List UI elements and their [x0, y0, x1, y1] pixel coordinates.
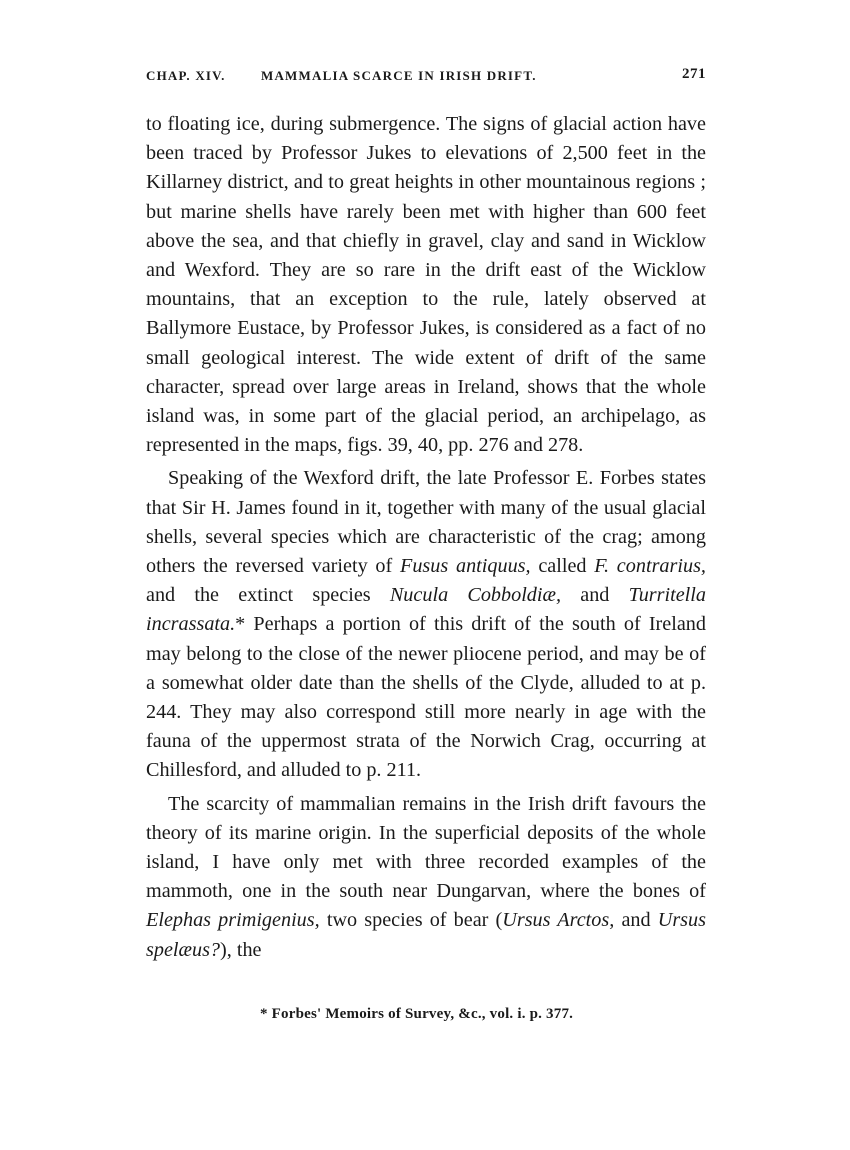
paragraph: [146, 110, 706, 460]
body-text: [146, 110, 706, 965]
text-segment: called: [530, 555, 595, 578]
text-segment: and: [614, 909, 658, 932]
text-segment: ), the: [220, 938, 262, 961]
text-segment: to floating ice, during submergence. The signs of glacial action have been traced by Professor Jukes to elevations of 2,500 feet in the Killarney district, and to great heights in other mountainous regions ; but marine shells have rarely been met with higher than 600 feet above the sea, and that chiefly in gravel, clay and sand in Wicklow and Wexford. They are so rare in the drift east of the Wicklow mountains, that an exception to the rule, lately observed at Ballymore Eustace, by Professor Jukes, is considered as a fact of no small geological interest. The wide extent of drift of the same character, spread over large areas in Ireland, shows that the whole island was, in some part of the glacial period, an archipelago, as represented in the maps, figs. 39, 40, pp. 276 and 278.: [146, 113, 706, 457]
text-segment: * Perhaps a portion of this drift of the south of Ireland may belong to the close of the newer pliocene period, and may be of a somewhat older date than the shells of the Clyde, alluded to at p. 244. They may also correspond still more nearly in age with the fauna of the uppermost strata of the Norwich Crag, occurring at Chillesford, and alluded to p. 211.: [146, 613, 706, 782]
page-number: 271: [682, 66, 706, 82]
species-name: F. contrarius,: [594, 555, 706, 578]
species-name: Nucula Cobboldiæ,: [389, 584, 562, 607]
species-name: Ursus spelæus?: [146, 909, 706, 961]
species-name: Fusus antiquus,: [400, 555, 531, 578]
paragraph: [146, 790, 706, 965]
book-page: [146, 58, 706, 965]
text-segment: Speaking of the Wexford drift, the late Professor E. Forbes states that Sir H. James found in it, together with many of the usual glacial shells, several species which are characteristic of the crag; among others the reversed variety of: [146, 467, 706, 578]
text-segment: two species of bear (: [319, 909, 503, 932]
running-header: [146, 58, 706, 88]
text-segment: and: [561, 584, 629, 607]
species-name: Ursus Arctos,: [502, 909, 615, 932]
paragraph: [146, 464, 706, 785]
text-segment: and the extinct species: [146, 584, 390, 607]
species-name: Turritella incrassata.: [146, 584, 706, 636]
chapter-label: CHAP. XIV.: [146, 68, 226, 83]
footnote: * Forbes' Memoirs of Survey, &c., vol. i. p. 377.: [260, 1006, 574, 1022]
running-title: MAMMALIA SCARCE IN IRISH DRIFT.: [261, 68, 537, 83]
text-segment: The scarcity of mammalian remains in the Irish drift favours the theory of its marine origin. In the superficial deposits of the whole island, I have only met with three recorded examples of the mammoth, one in the south near Dungarvan, where the bones of: [146, 792, 706, 903]
species-name: Elephas primigenius,: [146, 909, 320, 932]
